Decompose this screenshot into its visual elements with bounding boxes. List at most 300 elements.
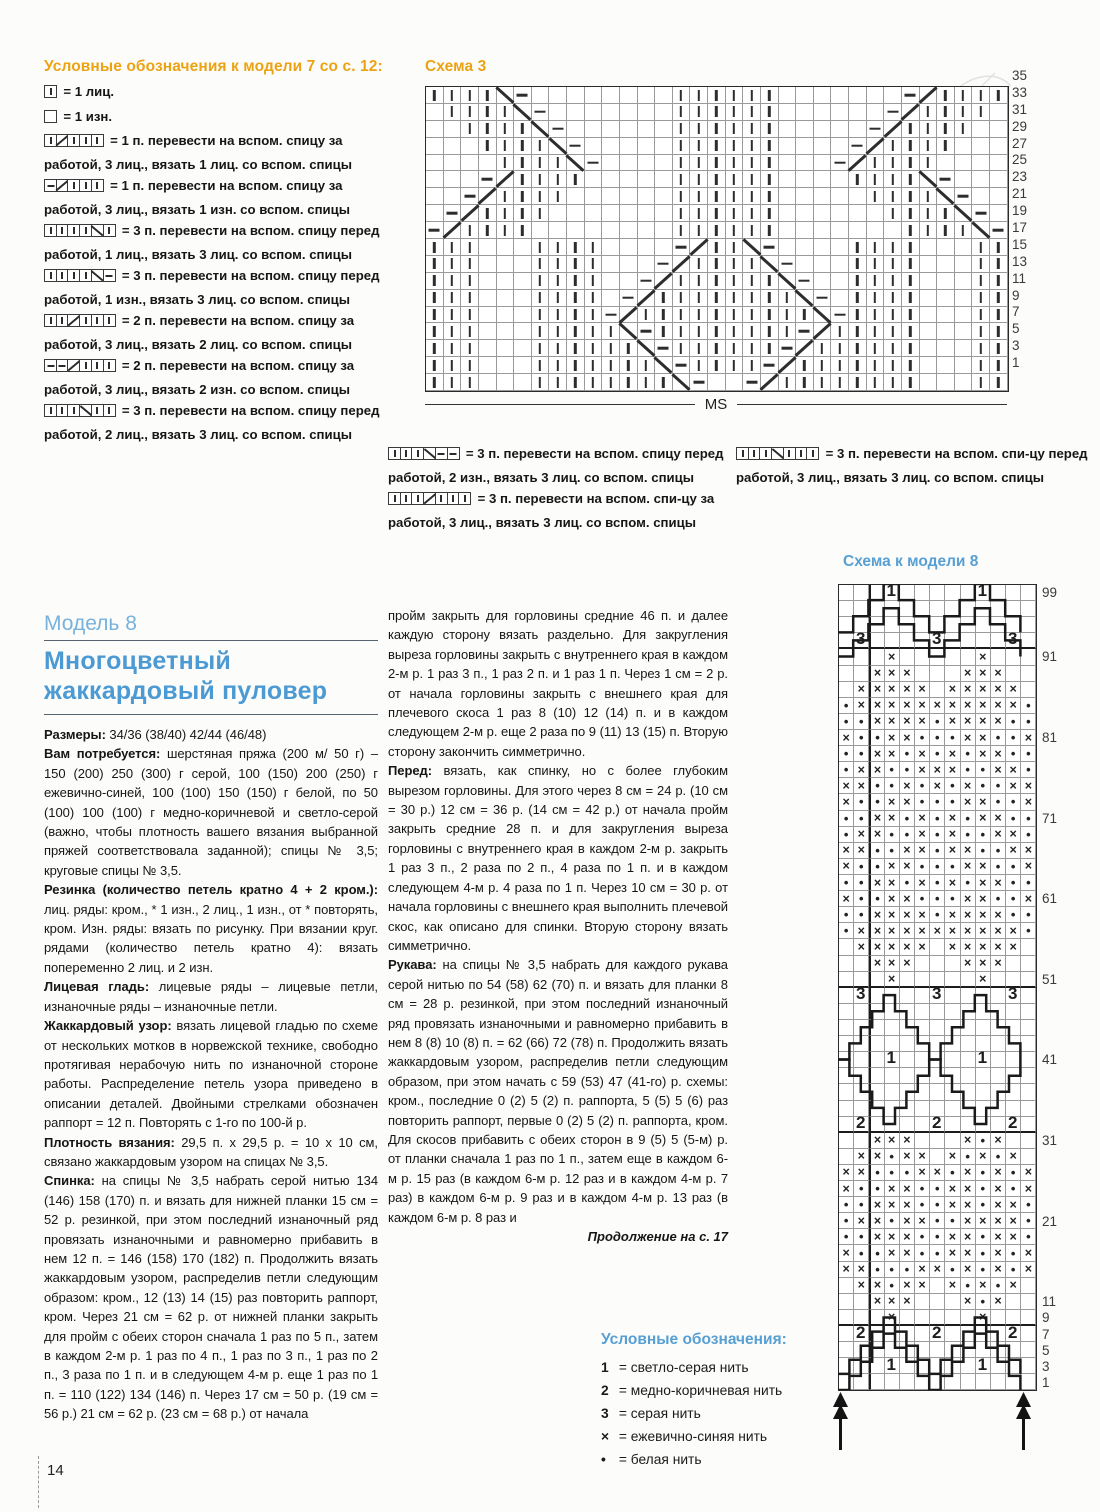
grid-cell [814, 323, 832, 340]
grid-cell: × [945, 1245, 960, 1261]
grid-cell: × [869, 1133, 884, 1149]
grid-cell: × [961, 923, 976, 939]
grid-cell: • [885, 762, 900, 778]
grid-cell [532, 290, 550, 307]
grid-cell [514, 155, 532, 172]
color-legend-item [601, 1448, 901, 1471]
grid-cell [479, 256, 497, 273]
color-number-label: 2 [1008, 1322, 1018, 1342]
grid-cell [990, 121, 1008, 138]
grid-cell [585, 357, 603, 374]
grid-cell [990, 357, 1008, 374]
grid-cell [638, 239, 656, 256]
grid-cell [796, 205, 814, 222]
grid-cell [839, 1310, 854, 1326]
grid-cell [972, 290, 990, 307]
grid-cell [885, 601, 900, 617]
grid-cell: × [915, 762, 930, 778]
stitch-symbol-cell [458, 492, 471, 505]
grid-cell [743, 323, 761, 340]
grid-cell: • [930, 1213, 945, 1229]
grid-cell [884, 205, 902, 222]
grid-cell [955, 121, 973, 138]
grid-cell: • [839, 1229, 854, 1245]
paragraph-lead: Плотность вязания: [44, 1134, 175, 1150]
row-number: 21 [1012, 186, 1028, 202]
grid-cell [567, 138, 585, 155]
grid-cell [831, 357, 849, 374]
grid-cell [620, 340, 638, 357]
grid-cell [743, 87, 761, 104]
grid-cell: × [839, 843, 854, 859]
grid-cell [461, 104, 479, 121]
grid-cell: • [991, 843, 1006, 859]
grid-cell [867, 323, 885, 340]
grid-cell [976, 1020, 991, 1036]
grid-cell [854, 1084, 869, 1100]
grid-cell [869, 649, 884, 665]
grid-cell [814, 138, 832, 155]
grid-cell: × [976, 1213, 991, 1229]
grid-cell [497, 273, 515, 290]
grid-cell [867, 171, 885, 188]
grid-cell [690, 138, 708, 155]
grid-cell [955, 256, 973, 273]
grid-cell [991, 1084, 1006, 1100]
grid-cell: • [1021, 827, 1036, 843]
grid-cell: × [991, 762, 1006, 778]
grid-cell [915, 1326, 930, 1342]
grid-cell: × [915, 1165, 930, 1181]
grid-cell: × [930, 762, 945, 778]
grid-cell: × [1006, 682, 1021, 698]
grid-cell [461, 171, 479, 188]
grid-cell [990, 188, 1008, 205]
grid-cell: × [1006, 923, 1021, 939]
grid-cell: × [976, 1278, 991, 1294]
grid-cell: • [900, 762, 915, 778]
legend-item [736, 444, 1100, 488]
grid-cell [690, 340, 708, 357]
grid-cell [990, 87, 1008, 104]
grid-cell: × [961, 907, 976, 923]
grid-cell: • [839, 698, 854, 714]
grid-cell: × [961, 891, 976, 907]
grid-cell: × [991, 811, 1006, 827]
row-number: 61 [1042, 891, 1058, 907]
grid-cell: × [961, 698, 976, 714]
grid-cell [961, 1310, 976, 1326]
grid-cell [915, 1374, 930, 1390]
grid-cell [444, 155, 462, 172]
divider [44, 640, 378, 641]
grid-cell [937, 374, 955, 391]
grid-cell [690, 104, 708, 121]
grid-cell [972, 273, 990, 290]
row-number: 41 [1042, 1052, 1058, 1068]
grid-cell [514, 290, 532, 307]
grid-cell [869, 601, 884, 617]
grid-cell [831, 340, 849, 357]
grid-cell [479, 155, 497, 172]
grid-cell [1006, 649, 1021, 665]
grid-cell [900, 1020, 915, 1036]
grid-cell [961, 1358, 976, 1374]
grid-cell [690, 290, 708, 307]
grid-cell [991, 1020, 1006, 1036]
grid-cell: × [1006, 843, 1021, 859]
stitch-symbol-cell [103, 224, 116, 237]
grid-cell: • [839, 811, 854, 827]
grid-cell [726, 256, 744, 273]
grid-cell: × [839, 794, 854, 810]
grid-cell [549, 138, 567, 155]
grid-cell: • [945, 1165, 960, 1181]
color-legend-symbol: × [601, 1429, 610, 1444]
grid-cell: • [839, 746, 854, 762]
grid-cell [638, 155, 656, 172]
grid-cell [1006, 956, 1021, 972]
grid-cell: × [869, 1213, 884, 1229]
legend-item-text: = 3 п. перевести на вспом. спицу перед работой, 2 лиц., вязать 3 лиц. со вспом. спицы [44, 403, 380, 442]
grid-cell [854, 1068, 869, 1084]
color-legend-item [601, 1356, 901, 1379]
legend-model7-title: Условные обозначения к модели 7 со с. 12: [44, 58, 383, 75]
color-number-label: 3 [932, 984, 942, 1003]
model-label: Модель 8 [44, 612, 137, 635]
grid-cell [743, 188, 761, 205]
grid-cell [955, 374, 973, 391]
grid-cell [655, 273, 673, 290]
color-number-label: 3 [856, 984, 866, 1003]
grid-cell [1021, 939, 1036, 955]
grid-cell [902, 171, 920, 188]
grid-cell [902, 290, 920, 307]
row-number: 81 [1042, 730, 1058, 746]
grid-cell [726, 222, 744, 239]
grid-cell [839, 1278, 854, 1294]
grid-cell [461, 256, 479, 273]
grid-cell [567, 374, 585, 391]
grid-cell [532, 104, 550, 121]
grid-cell [972, 121, 990, 138]
grid-cell [961, 617, 976, 633]
grid-cell [915, 972, 930, 988]
grid-cell [869, 1020, 884, 1036]
grid-cell: × [854, 1278, 869, 1294]
grid-cell [514, 357, 532, 374]
legend-item-text: = 1 изн. [59, 108, 113, 124]
grid-cell: × [976, 730, 991, 746]
grid-cell: × [961, 666, 976, 682]
legend-item [44, 401, 392, 445]
grid-cell [972, 357, 990, 374]
grid-cell [638, 171, 656, 188]
grid-cell: × [1021, 794, 1036, 810]
grid-cell: × [854, 843, 869, 859]
grid-cell [955, 104, 973, 121]
grid-cell: × [900, 956, 915, 972]
grid-cell: × [900, 939, 915, 955]
grid-cell [690, 256, 708, 273]
grid-cell [426, 340, 444, 357]
grid-cell [620, 121, 638, 138]
grid-cell: • [976, 1229, 991, 1245]
grid-cell: • [1021, 698, 1036, 714]
grid-cell [937, 222, 955, 239]
row-number: 23 [1012, 169, 1028, 185]
grid-cell [479, 222, 497, 239]
grid-cell [885, 617, 900, 633]
grid-cell [479, 171, 497, 188]
grid-cell [961, 1101, 976, 1117]
legend-item-text: = 1 п. перевести на вспом. спицу за работой, 3 лиц., вязать 1 изн. со вспом. спицы [44, 178, 351, 217]
grid-cell: • [1006, 859, 1021, 875]
grid-cell: • [1021, 746, 1036, 762]
grid-cell [955, 239, 973, 256]
grid-cell [1006, 601, 1021, 617]
grid-cell [849, 239, 867, 256]
grid-cell [900, 617, 915, 633]
grid-cell [1021, 1004, 1036, 1020]
grid-cell [761, 155, 779, 172]
grid-cell [1021, 1278, 1036, 1294]
grid-cell: • [976, 778, 991, 794]
grid-cell: • [885, 1262, 900, 1278]
grid-cell [638, 256, 656, 273]
grid-cell: × [885, 1229, 900, 1245]
row-number: 31 [1042, 1133, 1058, 1149]
grid-cell [930, 682, 945, 698]
grid-cell [831, 323, 849, 340]
grid-cell: × [854, 1165, 869, 1181]
grid-cell [1021, 956, 1036, 972]
grid-cell: × [854, 923, 869, 939]
grid-cell [444, 323, 462, 340]
grid-cell [902, 357, 920, 374]
grid-cell [497, 87, 515, 104]
grid-cell: × [930, 923, 945, 939]
grid-cell: × [915, 1213, 930, 1229]
grid-cell: • [869, 859, 884, 875]
grid-cell: × [945, 843, 960, 859]
grid-cell: • [976, 1294, 991, 1310]
article-paragraph: Размеры: 34/36 (38/40) 42/44 (46/48) [44, 727, 267, 742]
grid-cell [655, 357, 673, 374]
row-number: 7 [1012, 304, 1020, 320]
grid-cell [955, 222, 973, 239]
grid-cell [602, 374, 620, 391]
grid-cell [690, 307, 708, 324]
grid-cell [930, 1294, 945, 1310]
grid-cell: • [991, 1149, 1006, 1165]
grid-cell: × [1006, 939, 1021, 955]
grid-cell [961, 1068, 976, 1084]
grid-cell [814, 273, 832, 290]
grid-cell [900, 1117, 915, 1133]
grid-cell [461, 357, 479, 374]
grid-cell [708, 87, 726, 104]
grid-cell [497, 256, 515, 273]
grid-cell [976, 1374, 991, 1390]
grid-cell [620, 239, 638, 256]
grid-cell [1021, 682, 1036, 698]
grid-cell [761, 104, 779, 121]
grid-cell [1021, 1052, 1036, 1068]
grid-cell: × [900, 666, 915, 682]
grid-cell: • [930, 1181, 945, 1197]
grid-cell [869, 1310, 884, 1326]
grid-cell: × [961, 1262, 976, 1278]
grid-cell: × [869, 1197, 884, 1213]
grid-cell [867, 307, 885, 324]
grid-cell [796, 171, 814, 188]
grid-cell [602, 171, 620, 188]
grid-cell [620, 104, 638, 121]
grid-cell: • [900, 827, 915, 843]
grid-cell [567, 188, 585, 205]
grid-cell [945, 1084, 960, 1100]
stitch-symbol-cell [103, 269, 116, 282]
grid-cell [884, 87, 902, 104]
grid-cell [930, 1358, 945, 1374]
grid-cell [726, 374, 744, 391]
grid-cell [638, 138, 656, 155]
grid-cell [514, 87, 532, 104]
grid-cell [461, 138, 479, 155]
grid-cell [1006, 1374, 1021, 1390]
grid-cell: × [991, 1245, 1006, 1261]
grid-cell [854, 666, 869, 682]
grid-cell [990, 222, 1008, 239]
grid-cell: • [961, 762, 976, 778]
grid-cell [884, 171, 902, 188]
grid-cell [708, 357, 726, 374]
grid-cell [849, 171, 867, 188]
grid-cell [743, 273, 761, 290]
grid-cell [915, 1117, 930, 1133]
grid-cell: • [1021, 875, 1036, 891]
grid-cell [796, 188, 814, 205]
grid-cell: • [930, 907, 945, 923]
grid-cell: × [945, 746, 960, 762]
grid-cell: • [1006, 811, 1021, 827]
grid-cell [726, 121, 744, 138]
grid-cell: × [854, 939, 869, 955]
grid-cell [1021, 585, 1036, 601]
grid-cell [869, 1117, 884, 1133]
grid-cell [991, 1342, 1006, 1358]
grid-cell [869, 1101, 884, 1117]
grid-cell [549, 155, 567, 172]
grid-cell: × [900, 843, 915, 859]
grid-cell: × [991, 956, 1006, 972]
grid-cell: • [915, 794, 930, 810]
grid-cell [885, 1020, 900, 1036]
grid-cell [839, 972, 854, 988]
grid-cell [444, 138, 462, 155]
legend-item [44, 266, 392, 310]
grid-cell [602, 222, 620, 239]
grid-cell [990, 323, 1008, 340]
grid-cell [461, 222, 479, 239]
grid-cell: × [1006, 1149, 1021, 1165]
grid-cell [976, 601, 991, 617]
grid-cell: × [991, 1229, 1006, 1245]
grid-cell [945, 972, 960, 988]
grid-cell [920, 188, 938, 205]
grid-cell: × [839, 778, 854, 794]
color-number-label: 2 [932, 1112, 942, 1132]
grid-cell [690, 155, 708, 172]
grid-cell: • [854, 1181, 869, 1197]
color-number-label: 2 [1008, 1112, 1018, 1132]
grid-cell [602, 357, 620, 374]
grid-cell: • [991, 778, 1006, 794]
grid-cell [991, 972, 1006, 988]
row-number: 3 [1012, 338, 1020, 354]
grid-cell: • [1006, 875, 1021, 891]
grid-cell [796, 222, 814, 239]
grid-cell [955, 323, 973, 340]
article-title-line1: Многоцветный [44, 647, 231, 675]
grid-cell [602, 307, 620, 324]
grid-cell [602, 188, 620, 205]
grid-cell [937, 323, 955, 340]
grid-cell: × [991, 875, 1006, 891]
stitch-symbol [44, 134, 103, 155]
grid-cell [955, 205, 973, 222]
grid-cell [673, 239, 691, 256]
grid-cell [961, 1020, 976, 1036]
grid-cell: • [976, 1133, 991, 1149]
grid-cell [849, 121, 867, 138]
grid-cell: • [976, 1181, 991, 1197]
grid-cell [972, 188, 990, 205]
grid-cell [638, 104, 656, 121]
grid-cell [779, 205, 797, 222]
grid-cell [549, 87, 567, 104]
grid-cell [814, 222, 832, 239]
grid-cell [567, 273, 585, 290]
grid-cell: • [961, 1149, 976, 1165]
grid-cell [708, 138, 726, 155]
grid-cell [920, 374, 938, 391]
grid-cell: • [869, 778, 884, 794]
grid-cell [1021, 972, 1036, 988]
grid-cell [937, 205, 955, 222]
grid-cell [638, 121, 656, 138]
grid-cell: • [976, 1165, 991, 1181]
grid-cell [761, 171, 779, 188]
grid-cell [426, 188, 444, 205]
grid-cell [655, 205, 673, 222]
grid-cell [655, 171, 673, 188]
grid-cell [884, 374, 902, 391]
color-number-label: 2 [856, 1112, 866, 1132]
grid-cell [567, 290, 585, 307]
grid-cell [814, 239, 832, 256]
grid-cell [532, 273, 550, 290]
grid-cell [990, 138, 1008, 155]
color-number-label: 1 [977, 1048, 988, 1068]
grid-cell [849, 104, 867, 121]
grid-cell [655, 323, 673, 340]
grid-cell [585, 171, 603, 188]
grid-cell [567, 256, 585, 273]
grid-cell: × [869, 875, 884, 891]
color-legend-text: = серая нить [615, 1406, 701, 1421]
